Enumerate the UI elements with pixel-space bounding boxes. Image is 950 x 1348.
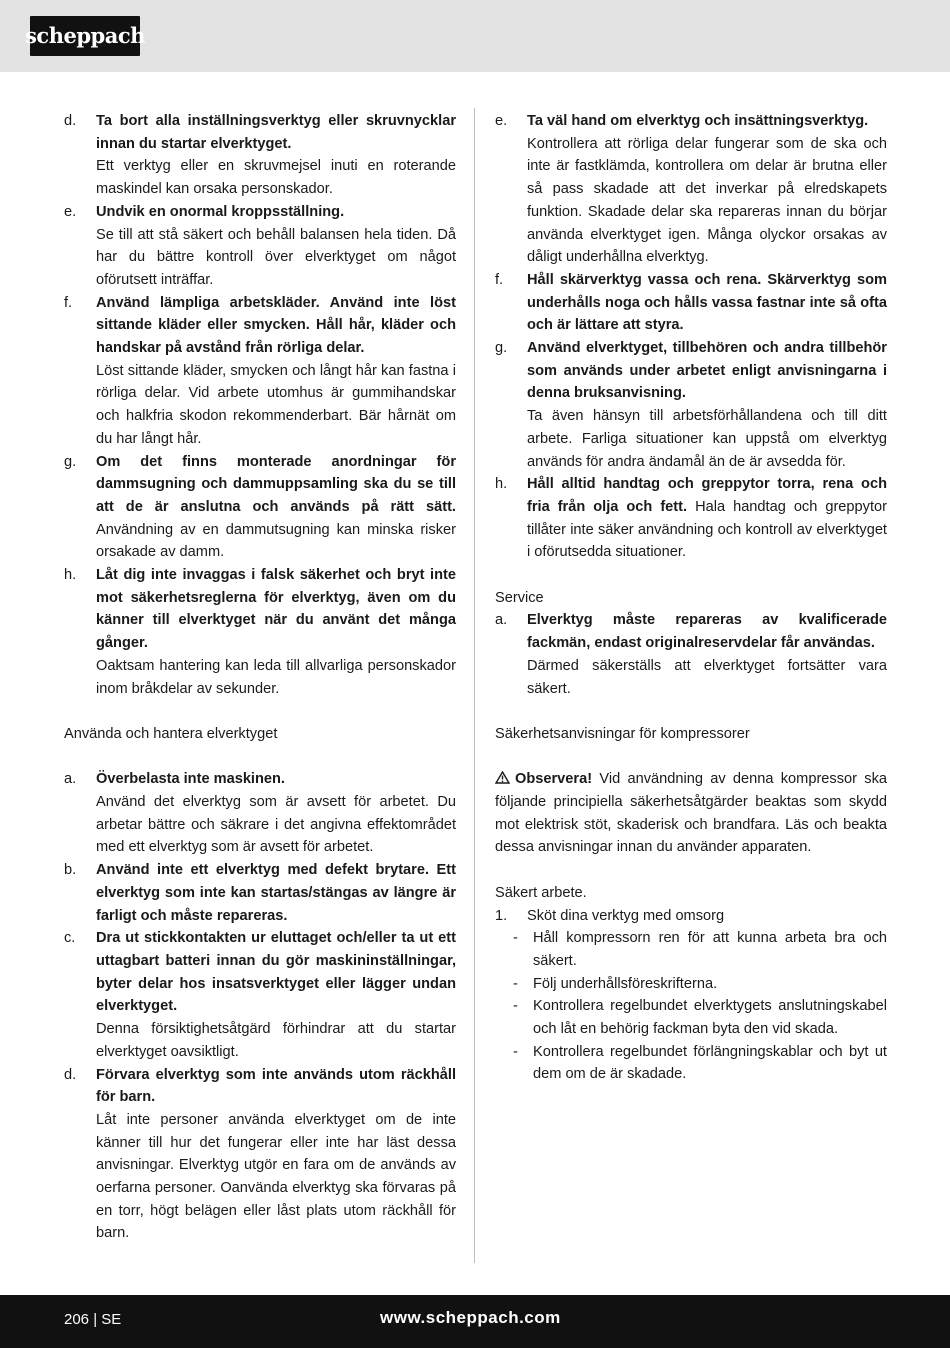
- list-item: e. Undvik en onormal kroppsställning. Se till att stå säkert och behåll balansen hela tiden. Då har du bättre kontroll över elverktyget om något oförutsett inträffar.: [64, 203, 456, 288]
- list-item: g. Använd elverktyget, tillbehören och andra tillbehör som används under arbetet enligt anvisningarna i denna bruksanvisning. Ta även hänsyn till arbetsförhållandena och till ditt arbete. Farliga situationer kan uppstå om elverktyg används för andra ändamål än de är avsedda för.: [495, 340, 887, 470]
- scheppach-logo: scheppach: [30, 16, 140, 56]
- list-item: h. Låt dig inte invaggas i falsk säkerhet och bryt inte mot säkerhetsreglerna för elverktyg, även om du känner till elverktyget när du använt det många gånger. Oaktsam hantering kan leda till allvarliga personskador inom bråkdelar av sekunder.: [64, 567, 456, 697]
- service-heading: Service: [495, 589, 544, 606]
- list-item: a. Elverktyg måste repareras av kvalificerade fackmän, endast originalreservdelar får användas. Därmed säkerställs att elverktyget fortsätter vara säkert.: [495, 612, 887, 697]
- list-item: g. Om det finns monterade anordningar för dammsugning och dammuppsamling ska du se till att de är anslutna och används på rätt sätt. Användning av en dammutsugning kan minska risker orsakade av damm.: [64, 453, 456, 561]
- section-heading: Använda och hantera elverktyget: [64, 725, 278, 742]
- page-footer: [0, 1295, 950, 1348]
- left-column: [64, 110, 456, 1245]
- list-item: f. Håll skärverktyg vassa och rena. Skärverktyg som underhålls noga och hålls vassa fastnar inte så ofta och är lättare att styra.: [495, 271, 887, 334]
- dash-item: - Kontrollera regelbundet elverktygets anslutningskabel och låt en behörig fackman byta den vid skada.: [513, 998, 887, 1038]
- list-item: d. Ta bort alla inställningsverktyg eller skruvnycklar innan du startar elverktyget. Ett verktyg eller en skruvmejsel inuti en roterande maskindel kan orsaka personskador.: [64, 113, 456, 198]
- numbered-item: 1. Sköt dina verktyg med omsorg: [495, 907, 725, 924]
- column-divider: [474, 108, 475, 1263]
- page-number: 206 | SE: [64, 1311, 122, 1328]
- list-item: a. Överbelasta inte maskinen. Använd det elverktyg som är avsett för arbetet. Du arbetar bättre och säkrare i det angivna effektområdet med ett elverktyg som är avsett för arbetet.: [64, 771, 456, 856]
- list-item: d. Förvara elverktyg som inte används utom räckhåll för barn. Låt inte personer använda elverktyget om de inte känner till hur det fungerar eller inte har läst dessa anvisningar. Elverktyg utgör en fara om de används av oerfarna personer. Oanvända elverktyg ska förvaras på en torr, högt belägen eller låst plats utom räckhåll för barn.: [64, 1066, 456, 1242]
- page-header: [0, 0, 950, 72]
- list-item: e. Ta väl hand om elverktyg och insättningsverktyg. Kontrollera att rörliga delar fungerar som de ska och inte är fastklämda, kontrollera om delar är brutna eller så pass skadade att det inverkar på elredskapets funktion. Skadade delar ska repareras innan du börjar använda elverktyget igen. Många olyckor orsakas av dåligt underhållna elverktyg.: [495, 113, 887, 266]
- warning-paragraph: Observera! Vid användning av denna kompressor ska följande principiella säkerhetsåtgärder beaktas som skydd mot elektrisk stöt, skaderisk och brandfara. Läs och beakta dessa anvisningar innan du använder apparaten.: [495, 771, 887, 856]
- warning-icon: [495, 771, 510, 784]
- list-item: c. Dra ut stickkontakten ur eluttaget och/eller ta ut ett uttagbart batteri innan du gör maskininställningar, byter delar hos insatsverktyget eller lägger undan elverktyget. Denna försiktighetsåtgärd förhindrar att du startar elverktyget oavsiktligt.: [64, 930, 456, 1060]
- dash-item: - Håll kompressorn ren för att kunna arbeta bra och säkert.: [513, 930, 887, 969]
- safe-work-heading: Säkert arbete.: [495, 884, 587, 901]
- list-item: b. Använd inte ett elverktyg med defekt brytare. Ett elverktyg som inte kan startas/stängas av längre är farligt och måste repareras.: [64, 862, 456, 924]
- compressor-heading: Säkerhetsanvisningar för kompressorer: [495, 725, 750, 742]
- dash-item: - Följ underhållsföreskrifterna.: [513, 975, 718, 992]
- list-item: h. Håll alltid handtag och greppytor torra, rena och fria från olja och fett. Hala handtag och greppytor tillåter inte säker användning och kontroll av elverktyget i oförutsedda situationer.: [495, 476, 887, 561]
- right-column: [495, 110, 887, 1086]
- list-item: f. Använd lämpliga arbetskläder. Använd inte löst sittande kläder eller smycken. Håll hår, kläder och handskar på avstånd från rörliga delar. Löst sittande kläder, smycken och långt hår kan fastna i rörliga delar. Vid arbete utomhus är gummihandskar och halkfria skodon rekommenderbart. Bär hårnät om du har långt hår.: [64, 294, 456, 447]
- dash-item: - Kontrollera regelbundet förlängningskablar och byt ut dem om de är skadade.: [513, 1043, 887, 1083]
- website-url: www.scheppach.com: [380, 1308, 561, 1327]
